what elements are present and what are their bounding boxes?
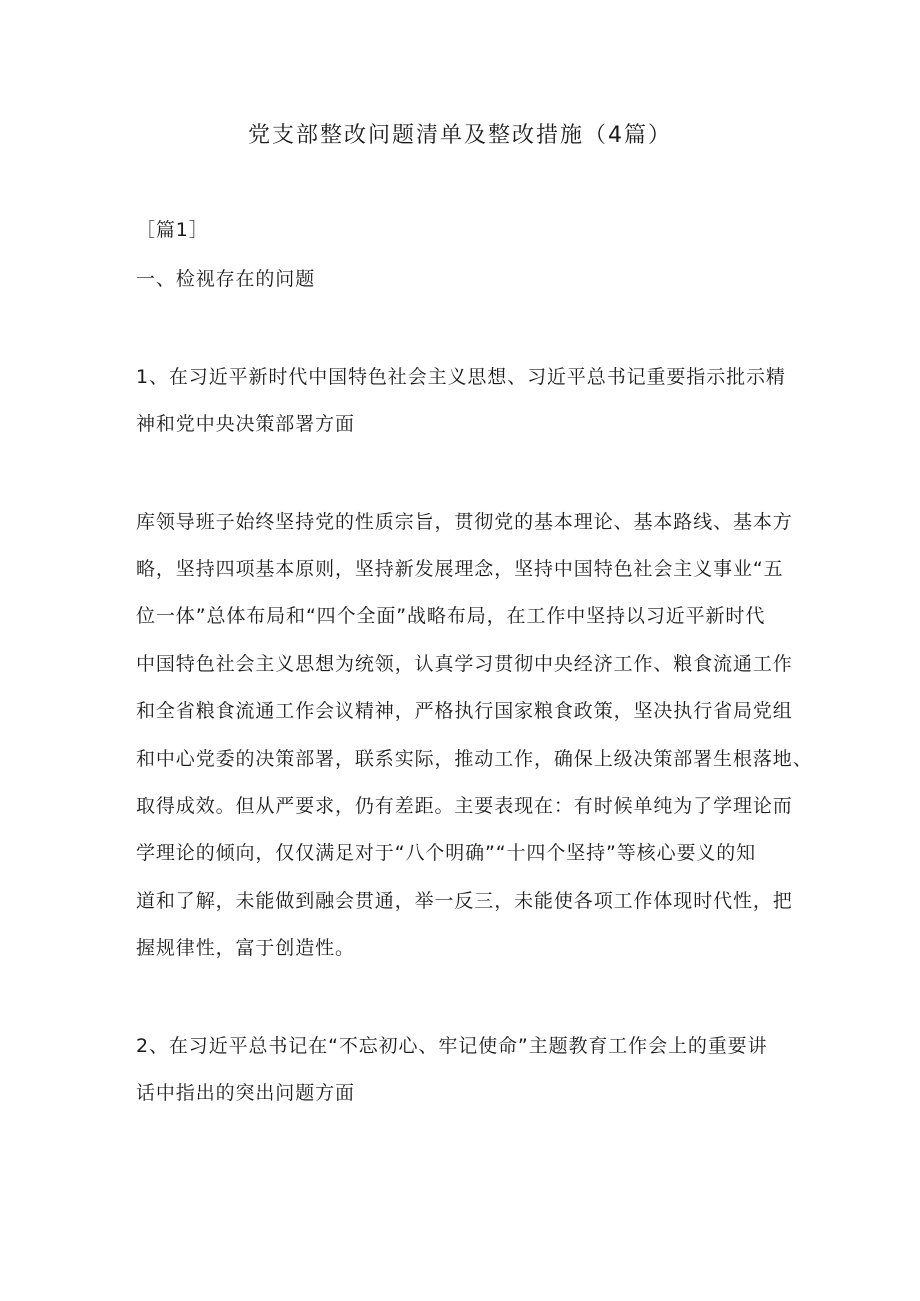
item-2-line: 话中指出的突出问题方面 [136, 1082, 355, 1104]
paragraph-line: 握规律性，富于创造性。 [136, 937, 355, 959]
item-1-line: 1、在习近平新时代中国特色社会主义思想、习近平总书记重要指示批示精 [136, 366, 786, 388]
paragraph-line: 道和了解，未能做到融会贯通，举一反三，未能使各项工作体现时代性，把 [136, 890, 793, 912]
paragraph-line: 和中心党委的决策部署，联系实际，推动工作，确保上级决策部署生根落地、 [136, 748, 813, 770]
paragraph-line: 中国特色社会主义思想为统领，认真学习贯彻中央经济工作、粮食流通工作 [136, 653, 793, 675]
paragraph-line: 取得成效。但从严要求，仍有差距。主要表现在：有时候单纯为了学理论而 [136, 795, 793, 817]
document-title: 党支部整改问题清单及整改措施（4篇） [248, 123, 672, 148]
item-2-line: 2、在习近平总书记在“不忘初心、牢记使命”主题教育工作会上的重要讲 [136, 1035, 768, 1057]
paragraph-line: 库领导班子始终坚持党的性质宗旨，贯彻党的基本理论、基本路线、基本方 [136, 511, 793, 533]
paragraph-line: 学理论的倾向，仅仅满足对于“八个明确”“十四个坚持”等核心要义的知 [136, 842, 757, 864]
paragraph-line: 略，坚持四项基本原则，坚持新发展理念，坚持中国特色社会主义事业“五 [136, 558, 784, 580]
paragraph-line: 位一体”总体布局和“四个全面”战略布局，在工作中坚持以习近平新时代 [136, 605, 766, 627]
paragraph-line: 和全省粮食流通工作会议精神，严格执行国家粮食政策，坚决执行省局党组 [136, 700, 793, 722]
heading-problems: 一、检视存在的问题 [136, 268, 316, 290]
section-label: ［篇1］ [136, 219, 209, 241]
item-1-line: 神和党中央决策部署方面 [136, 413, 355, 435]
